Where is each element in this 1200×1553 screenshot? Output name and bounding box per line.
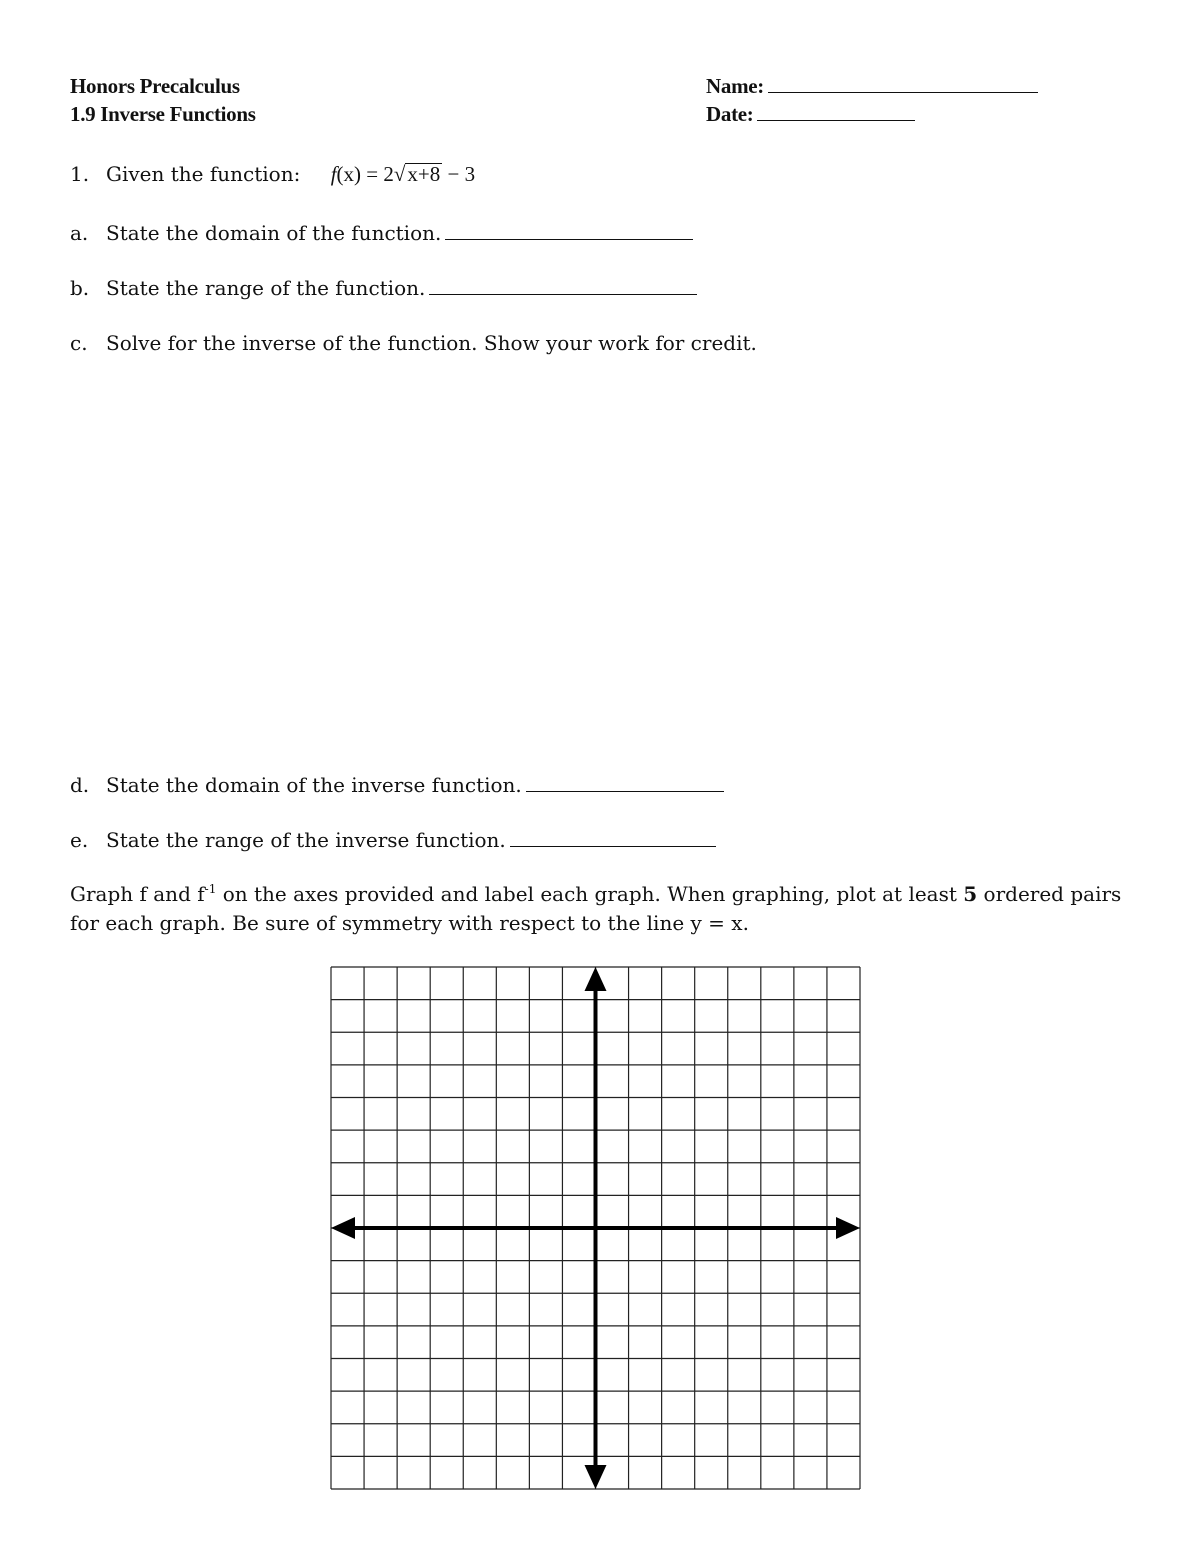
inverse-superscript: -1: [204, 882, 217, 896]
sqrt-symbol: √: [393, 162, 406, 186]
part-letter: c.: [70, 331, 88, 355]
name-field[interactable]: [768, 74, 1038, 93]
x-axis-right-arrow: [836, 1217, 860, 1239]
instructions-part3: ordered pairs for each graph. Be sure of symmetry with respect to the line y = x.: [70, 882, 1122, 935]
grid-svg[interactable]: [330, 966, 861, 1490]
section-title: 1.9 Inverse Functions: [70, 102, 256, 126]
formula-lhs: f: [330, 162, 337, 186]
answer-blank-e[interactable]: [510, 828, 716, 847]
part-text: State the domain of the function.: [106, 221, 442, 245]
part-a: [70, 221, 693, 245]
work-area[interactable]: [70, 370, 1130, 760]
part-d: [70, 773, 724, 797]
name-label: Name:: [706, 74, 764, 98]
formula-equals: = 2: [361, 162, 394, 186]
answer-blank-a[interactable]: [445, 221, 693, 240]
question-number: 1.: [70, 162, 90, 186]
y-axis-top-arrow: [585, 967, 607, 991]
formula-arg: (x): [336, 162, 362, 186]
ordered-pairs-count: 5: [963, 882, 978, 906]
instructions-part2: on the axes provided and label each graph. When graphing, plot at least: [216, 882, 964, 906]
formula-tail: − 3: [442, 162, 476, 186]
part-letter: d.: [70, 773, 90, 797]
graph-instructions: [70, 880, 1130, 938]
function-formula: [331, 162, 475, 186]
y-axis-bottom-arrow: [585, 1465, 607, 1489]
part-c: [70, 331, 757, 355]
part-text: Solve for the inverse of the function. Show your work for credit.: [106, 331, 757, 355]
date-label: Date:: [706, 102, 754, 126]
answer-blank-b[interactable]: [429, 276, 697, 295]
coordinate-grid[interactable]: [330, 966, 861, 1490]
name-row: [706, 74, 1038, 98]
part-text: State the range of the function.: [106, 276, 426, 300]
date-field[interactable]: [757, 102, 915, 121]
date-row: [706, 102, 915, 126]
x-axis-left-arrow: [331, 1217, 355, 1239]
part-letter: e.: [70, 828, 89, 852]
part-letter: b.: [70, 276, 90, 300]
part-text: State the domain of the inverse function.: [106, 773, 522, 797]
question-prompt: Given the function:: [106, 162, 301, 186]
formula-radicand: x+8: [407, 162, 441, 186]
instructions-part1: Graph f and f: [70, 882, 205, 906]
part-text: State the range of the inverse function.: [106, 828, 506, 852]
course-title: Honors Precalculus: [70, 74, 240, 98]
answer-blank-d[interactable]: [526, 773, 724, 792]
part-letter: a.: [70, 221, 89, 245]
question-1: [70, 162, 475, 186]
part-e: [70, 828, 716, 852]
part-b: [70, 276, 697, 300]
